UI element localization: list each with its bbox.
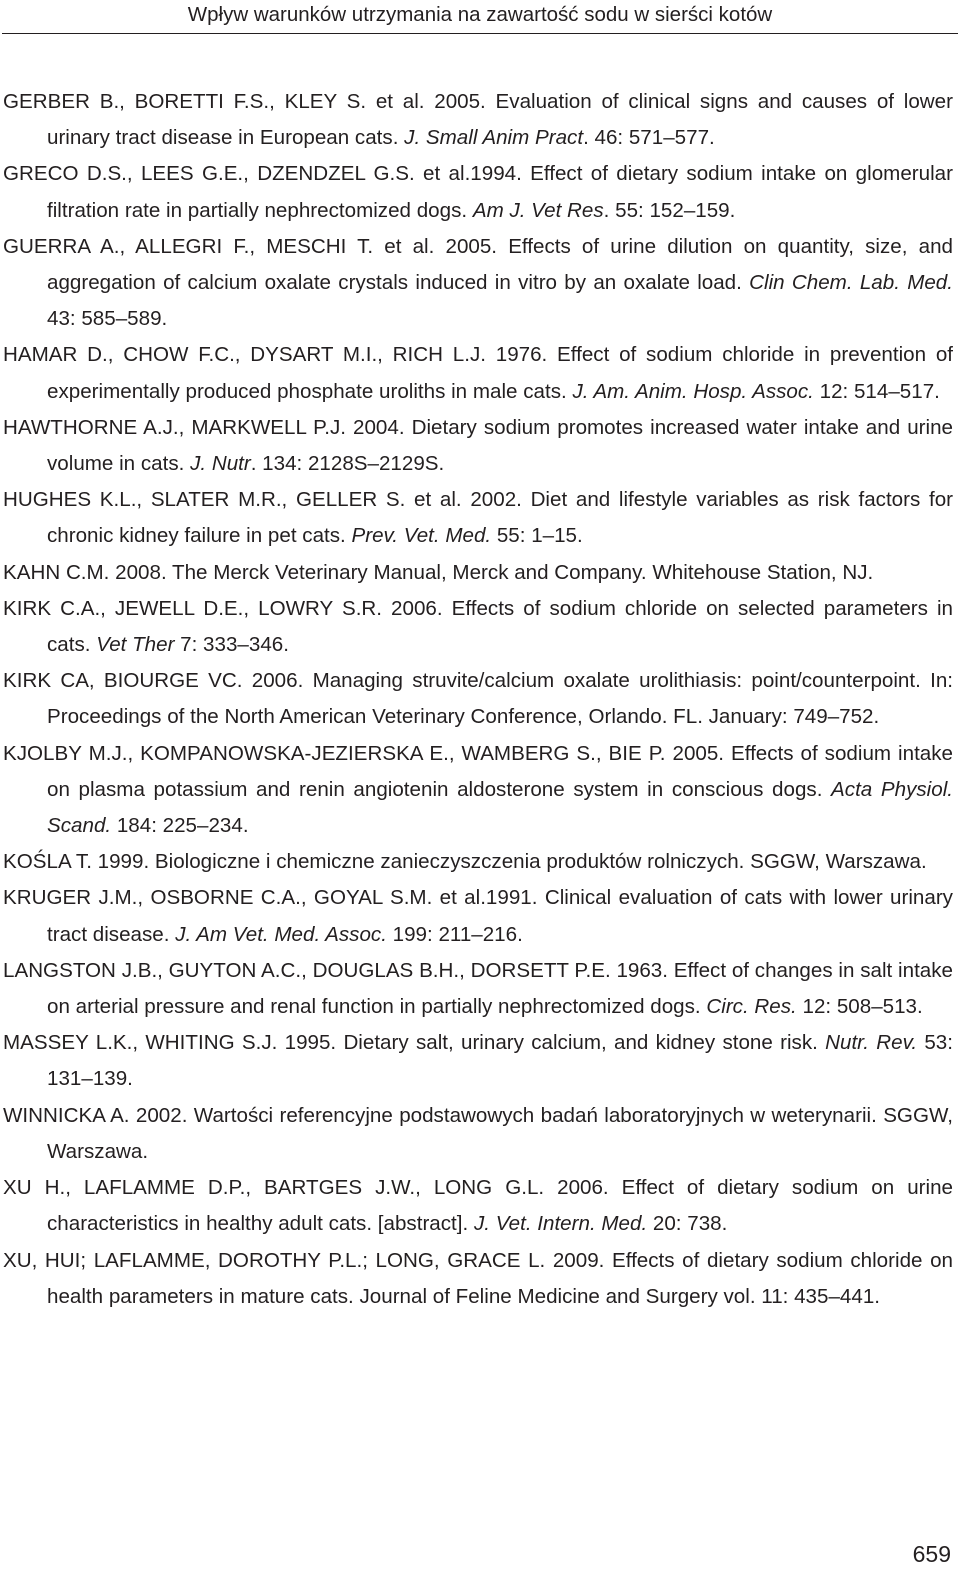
reference-authors: KIRK C.A., JEWELL D.E., LOWRY S.R. 2006. [3, 596, 452, 620]
reference-title: Clinical evaluation of cats with lower urinary tract disease. [47, 886, 953, 946]
reference-authors: LANGSTON J.B., GUYTON A.C., DOUGLAS B.H., DORSETT P.E. 1963. [3, 958, 674, 982]
reference-title: Effects of sodium chloride on selected parameters in cats. [47, 596, 953, 657]
header-rule [2, 33, 958, 34]
reference-list [3, 84, 953, 1315]
reference-details: 184: 225–234. [111, 814, 249, 838]
reference-journal: J. Nutr [190, 452, 251, 476]
reference-title: Effect of dietary sodium intake on glomerular filtration rate in partially nephrectomized dogs. [47, 162, 953, 222]
reference-entry [3, 844, 953, 880]
reference-journal: Clin Chem. Lab. Med. [749, 271, 953, 295]
reference-title: Diet and lifestyle variables as risk factors for chronic kidney failure in pet cats. [47, 488, 954, 548]
reference-title: Evaluation of clinical signs and causes of lower urinary tract disease in European cats. [47, 90, 953, 150]
reference-authors: KJOLBY M.J., KOMPANOWSKA-JEZIERSKA E., WAMBERG S., BIE P. 2005. [3, 741, 731, 765]
reference-authors: HAWTHORNE A.J., MARKWELL P.J. 2004. [3, 415, 412, 439]
running-header: Wpływ warunków utrzymania na zawartość sodu w sierści kotów [187, 3, 773, 26]
reference-entry [3, 410, 953, 482]
reference-details: 199: 211–216. [386, 922, 523, 946]
reference-authors: HUGHES K.L., SLATER M.R., GELLER S. et al. 2002. [3, 488, 531, 512]
reference-title: Effect of dietary sodium on urine characteristics in healthy adult cats. [abstract]. [47, 1176, 953, 1236]
reference-journal: J. Small Anim Pract [404, 126, 584, 150]
reference-authors: WINNICKA A. 2002. [3, 1103, 194, 1127]
reference-details: 43: 585–589. [47, 307, 168, 331]
reference-authors: XU, HUI; LAFLAMME, DOROTHY P.L.; LONG, GRACE L. 2009. [3, 1248, 612, 1272]
reference-title: Managing struvite/calcium oxalate urolithiasis: point/counterpoint. In: Proceedings of the North American Veterinary Conference, Orlando. FL. January: 749–752. [47, 669, 953, 729]
reference-authors: KAHN C.M. 2008. [3, 560, 173, 584]
reference-details: 12: 508–513. [796, 995, 923, 1019]
reference-authors: KOŚLA T. 1999. [3, 850, 155, 874]
reference-journal: J. Vet. Intern. Med. [473, 1212, 648, 1236]
reference-authors: KIRK CA, BIOURGE VC. 2006. [3, 669, 313, 693]
reference-journal: Nutr. Rev. [825, 1031, 918, 1055]
reference-journal: Acta Physiol. Scand. [47, 777, 953, 838]
reference-authors: GRECO D.S., LEES G.E., DZENDZEL G.S. et al.1994. [3, 162, 531, 186]
reference-title: Effects of sodium intake on plasma potassium and renin angiotenin aldosterone system in conscious dogs. [47, 741, 953, 801]
reference-entry [3, 663, 953, 735]
reference-details: 12: 514–517. [813, 379, 940, 403]
reference-entry [3, 84, 953, 156]
reference-authors: GERBER B., BORETTI F.S., KLEY S. et al. 2005. [3, 90, 496, 113]
reference-details: 55: 1–15. [491, 524, 583, 548]
reference-title: The Merck Veterinary Manual, Merck and Company. Whitehouse Station, NJ. [172, 560, 874, 584]
reference-entry [3, 1025, 953, 1097]
reference-entry [3, 229, 953, 338]
reference-title: Dietary salt, urinary calcium, and kidney stone risk. [343, 1031, 826, 1055]
reference-title: Effect of changes in salt intake on arterial pressure and renal function in partially nephrectomized dogs. [47, 958, 953, 1019]
reference-entry [3, 555, 953, 591]
reference-entry [3, 953, 953, 1025]
reference-journal: J. Am Vet. Med. Assoc. [175, 922, 387, 946]
reference-authors: GUERRA A., ALLEGRI F., MESCHI T. et al. 2005. [3, 234, 509, 258]
reference-authors: XU H., LAFLAMME D.P., BARTGES J.W., LONG G.L. 2006. [3, 1176, 622, 1200]
reference-journal: Circ. Res. [706, 995, 797, 1019]
reference-journal: Prev. Vet. Med. [351, 524, 492, 548]
reference-title: Effects of dietary sodium chloride on health parameters in mature cats. Journal of Feline Medicine and Surgery vol. 11: 435–441. [47, 1248, 953, 1308]
reference-entry [3, 1170, 953, 1242]
reference-details: . 46: 571–577. [583, 126, 715, 150]
reference-journal: Vet Ther [96, 633, 175, 657]
reference-entry [3, 337, 953, 409]
reference-title: Wartości referencyjne podstawowych badań laboratoryjnych w weterynarii. SGGW, Warszawa. [47, 1103, 953, 1163]
reference-entry [3, 591, 953, 663]
reference-title: Biologiczne i chemiczne zanieczyszczenia produktów rolniczych. SGGW, Warszawa. [154, 850, 927, 874]
reference-title: Dietary sodium promotes increased water intake and urine volume in cats. [47, 415, 953, 476]
reference-details: . 55: 152–159. [603, 198, 736, 222]
reference-entry [3, 156, 953, 228]
reference-details: 7: 333–346. [174, 633, 289, 657]
reference-details: . 134: 2128S–2129S. [250, 452, 445, 476]
reference-authors: HAMAR D., CHOW F.C., DYSART M.I., RICH L.J. 1976. [3, 343, 558, 367]
reference-title: Effects of urine dilution on quantity, size, and aggregation of calcium oxalate crystals induced in vitro by an oxalate load. [47, 234, 953, 295]
reference-entry [3, 1243, 953, 1315]
reference-entry [3, 482, 953, 554]
reference-journal: J. Am. Anim. Hosp. Assoc. [572, 379, 814, 403]
reference-authors: MASSEY L.K., WHITING S.J. 1995. [3, 1031, 344, 1055]
reference-authors: KRUGER J.M., OSBORNE C.A., GOYAL S.M. et al.1991. [3, 886, 545, 910]
reference-entry [3, 1098, 953, 1170]
page-number: 659 [912, 1541, 951, 1567]
reference-entry [3, 880, 953, 952]
reference-details: 20: 738. [647, 1212, 728, 1236]
reference-journal: Am J. Vet Res [472, 198, 604, 222]
reference-details: 53: 131–139. [47, 1031, 953, 1091]
reference-title: Effect of sodium chloride in prevention of experimentally produced phosphate uroliths in male cats. [47, 343, 953, 403]
reference-entry [3, 736, 953, 845]
